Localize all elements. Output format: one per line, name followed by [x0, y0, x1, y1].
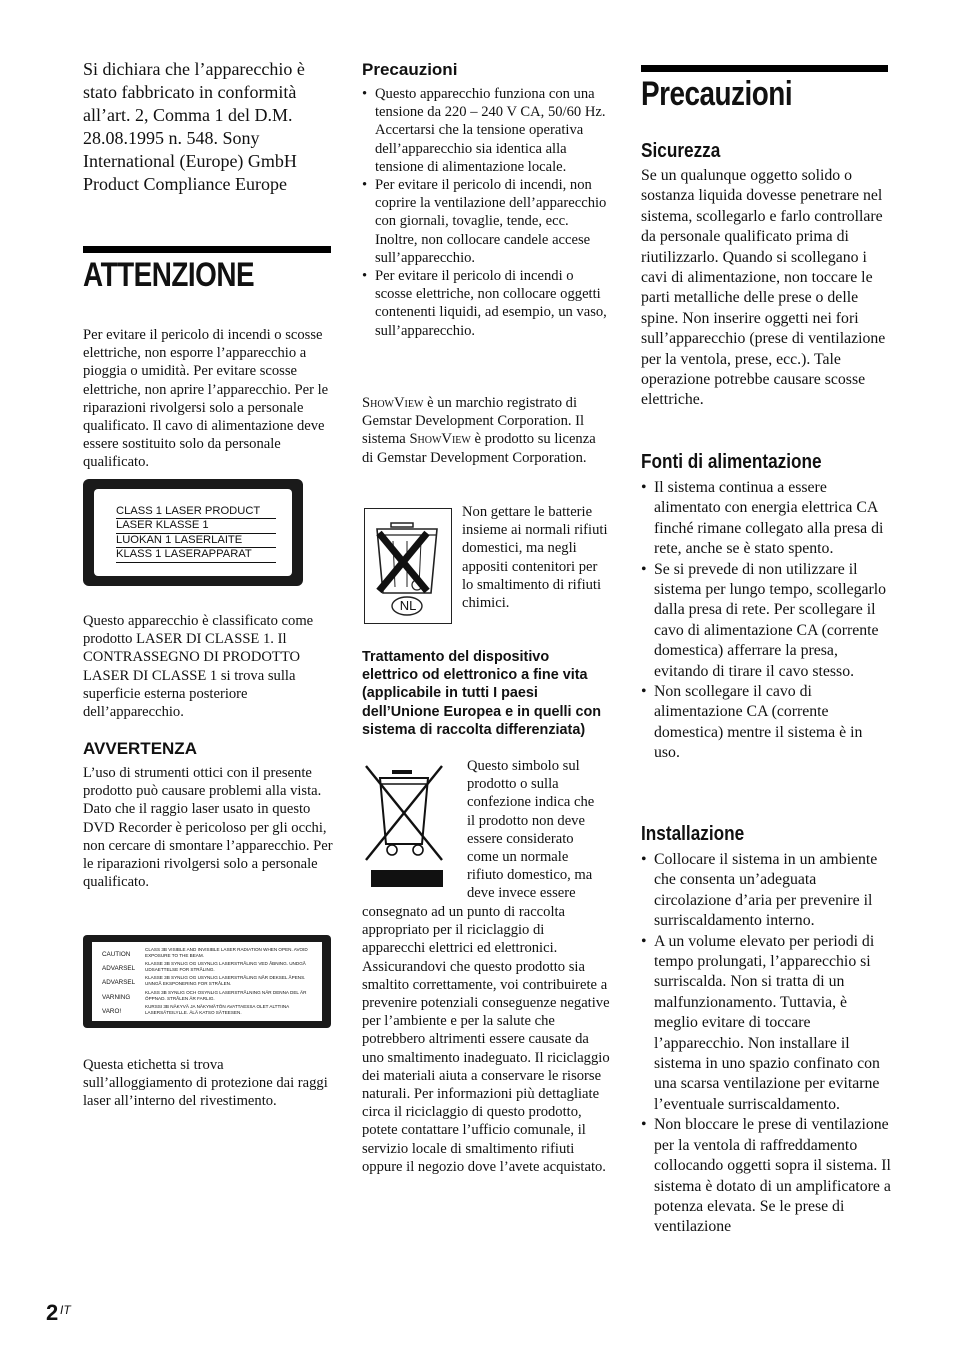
laser-label-line: KLASS 1 LASERAPPARAT	[116, 548, 276, 562]
list-item: • Collocare il sistema in un ambiente che consenta un’adeguata circolazione d’aria per prevenire il surriscaldamento interno.	[641, 850, 891, 932]
attenzione-intro: Per evitare il pericolo di incendi o scosse elettriche, non esporre l’apparecchio a pioggia o umidità. Per evitare scosse elettriche, non aprire l’apparecchio. Per le riparazioni rivolgersi solo a personale qualificato. Il cavo di alimentazione deve essere sostituito solo da personale qualificato.	[83, 327, 329, 471]
battery-country-badge: NL	[399, 598, 417, 613]
list-item: • Non scollegare il cavo di alimentazione CA (corrente domestica) mentre il sistema è in uso.	[641, 682, 889, 764]
alimentazione-bullets	[641, 478, 889, 764]
page-number: 2	[46, 1300, 59, 1325]
list-item: • Questo apparecchio funziona con una tensione da 220 – 240 V CA, 50/60 Hz. Accertarsi che la tensione operativa dell’apparecchio sia identica alla tensione di alimentazione locale.	[362, 85, 608, 176]
showview-name: ShowView	[362, 395, 424, 411]
avvertenza-text: L’uso di strumenti ottici con il presente prodotto può causare problemi alla vista. Dato che il raggio laser usato in questo DVD Recorder è pericoloso per gli occhi, non cercare di smontare l’apparecchio. Per le riparazioni rivolgersi solo a personale qualificato.	[83, 765, 333, 891]
label-location-text: Questa etichetta si trova sull’alloggiamento di protezione dai raggi laser all’interno del rivestimento.	[83, 1057, 328, 1110]
sicurezza-text: Se un qualunque oggetto solido o sostanza liquida dovesse penetrare nel sistema, scollegarlo e farlo controllare da personale qualificato prima di riutilizzarlo. Quando si scollegano i cavi di alimentazione, non toccare le parti metalliche delle prese o delle spine. Non inserire oggetti nei fori sull’apparecchio (prese di ventilazione per la ventola, prese, ecc.). Tale operazione potrebbe causare scosse elettriche.	[641, 167, 886, 409]
precauzioni-heading: Precauzioni	[641, 75, 793, 113]
precauzioni-subheading: Precauzioni	[362, 60, 458, 79]
conformity-declaration: Si dichiara che l’apparecchio è stato fabbricato in conformità all’art. 2, Comma 1 del D.M. 28.08.1995 n. 548. Sony International (Europe) GmbH Product Compliance Europe	[83, 59, 305, 194]
attenzione-heading: ATTENZIONE	[83, 256, 255, 294]
avvertenza-heading: AVVERTENZA	[83, 739, 197, 758]
sicurezza-heading: Sicurezza	[641, 140, 721, 162]
list-item: • Il sistema continua a essere alimentato con energia elettrica CA finché rimane collegato alla presa di rete, anche se è stato spento.	[641, 478, 889, 560]
precauzioni-bullets	[362, 85, 608, 340]
list-item: • A un volume elevato per periodi di tempo prolungati, l’apparecchio si surriscalda. Non si tratta di un malfunzionamento. Tuttavia, è meglio evitare di toccare l’apparecchio. Non installare il sistema in uno spazio confinato con una scarsa ventilazione per evitarne l’eventuale surriscaldamento.	[641, 932, 891, 1116]
laser-class-label	[83, 479, 303, 586]
battery-disposal-symbol	[364, 508, 452, 624]
battery-disposal-text: Non gettare le batterie insieme ai normali rifiuti domestici, ma negli appositi contenitori per lo smaltimento di rifiuti chimici.	[462, 504, 608, 612]
installazione-bullets	[641, 850, 891, 1238]
weee-bin-icon	[362, 760, 446, 890]
laser-label-line: CLASS 1 LASER PRODUCT	[116, 505, 276, 519]
laser-label-line: LASER KLASSE 1	[116, 519, 276, 533]
laser-label-lines	[116, 505, 276, 563]
laser-label-line: LUOKAN 1 LASERLAITE	[116, 534, 276, 548]
laser-class-text: Questo apparecchio è classificato come prodotto LASER DI CLASSE 1. Il CONTRASSEGNO DI PRODOTTO LASER DI CLASSE 1 si trova sulla superficie esterna posteriore dell’apparecchio.	[83, 613, 314, 721]
list-item: • Se si prevede di non utilizzare il sistema per lungo tempo, scollegarlo dalla presa di rete. Per scollegare il cavo di alimentazione CA (corrente domestica) afferrare la presa, evitando di tirare il cavo stesso.	[641, 560, 889, 682]
heading-rule	[641, 65, 888, 72]
weee-heading: Trattamento del dispositivo elettrico od elettronico a fine vita (applicabile in tutti I paesi dell’Unione Europea e in quelli con sistema di raccolta differenziata)	[362, 649, 602, 738]
list-item: • Per evitare il pericolo di incendi o scosse elettriche, non collocare oggetti contenenti liquidi, ad esempio, un vaso, sull’apparecchio.	[362, 267, 608, 340]
weee-symbol	[362, 760, 446, 890]
showview-name: ShowView	[409, 431, 471, 448]
page-language: IT	[60, 1303, 71, 1317]
list-item: • Non bloccare le prese di ventilazione per la ventola di raffreddamento collocando oggetti sopra il sistema. Il sistema è dotato di un amplificatore a potenza elevata. Se le prese di ventilazione	[641, 1115, 891, 1237]
alimentazione-heading: Fonti di alimentazione	[641, 451, 822, 473]
heading-rule	[83, 246, 331, 253]
showview-trademark: ShowView è un marchio registrato di Gemstar Development Corporation. Il sistema ShowView è prodotto su licenza di Gemstar Development Corporation.	[362, 395, 596, 466]
weee-text: consegnato ad un punto di raccolta appropriato per il riciclaggio di apparecchi elettrici ed elettronici. Assicurandovi che questo prodotto sia smaltito correttamente, voi contribuirete a prevenire potenziali conseguenze negative per l’ambiente e per la salute che potrebbero altrimenti essere causate da uno smaltimento inadeguato. Il riciclaggio dei materiali aiuta a conservare le risorse naturali. Per informazioni più dettagliate circa il riciclaggio di questo prodotto, potete contattare l’ufficio comunale, il servizio locale di smaltimento rifiuti oppure il negozio dove l’avete acquistato.	[362, 904, 610, 1175]
caution-label: CAUTION CLASS 3B VISIBLE AND INVISIBLE LASER RADIATION WHEN OPEN. AVOID EXPOSURE TO THE BEAM. ADVARSEL KLASSE 3B SYNLIG OG USYNLIG LASERSTRÅLING VED ÅBNING. UNDGÅ UDSAETTELSE FOR STRÅLING. ADVARSEL KLASSE 3B SYNLIG OG USYNLIG LASERSTRÅLING NÅR DEKSEL ÅPENS. UNNGÅ EKSPONERING FOR STRÅLEN. VARNING KLASS 3B SYNLIG OCH OSYNLIG LASERSTRÅLNING NÄR DENNA DEL ÄR ÖPPNAD. STRÅLEN ÄR FARLIG. VARO! KURSSI 3B NÄKYVÄ JA NÄKYMÄTÖN AVATTAESSA OLET ALTTIINA LASERSÄTEILYLLE. ÄLÄ KATSO SÄTEESEN.	[83, 935, 331, 1028]
weee-intro-lines: Questo simbolo sul prodotto o sulla confezione indica che il prodotto non deve essere considerato come un normale rifiuto domestico, ma deve invece essere	[467, 758, 595, 902]
installazione-heading: Installazione	[641, 823, 745, 845]
list-item: • Per evitare il pericolo di incendi, non coprire la ventilazione dell’apparecchio con giornali, tovaglie, tende, ecc. Inoltre, non collocare candele accese sull’apparecchio.	[362, 176, 608, 267]
